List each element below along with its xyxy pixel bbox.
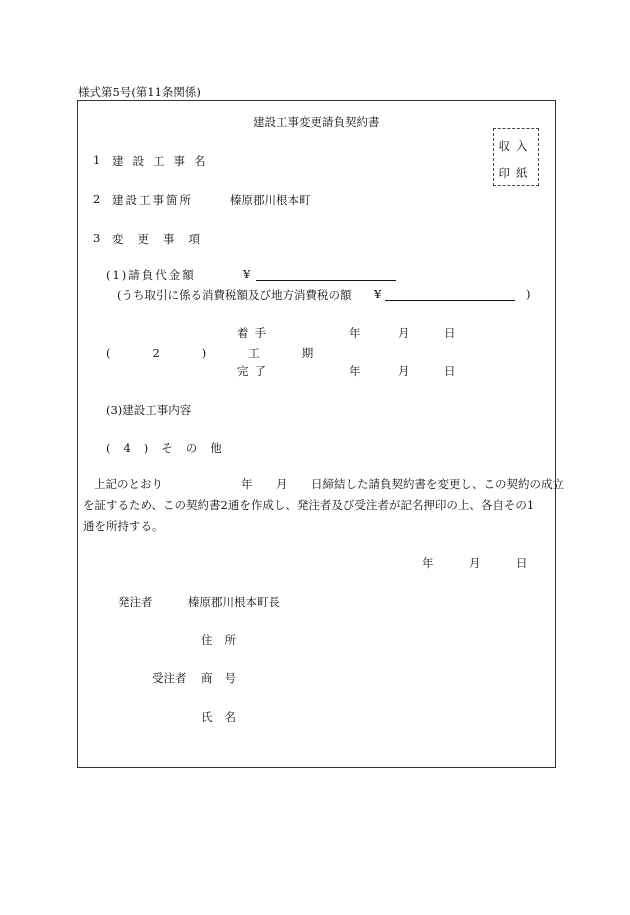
- contractor-label: 受注者: [152, 671, 187, 685]
- body-line1-start: 上記のとおり: [94, 477, 163, 491]
- item3-label: 変更事項: [112, 232, 214, 246]
- period-label: (2)工期: [106, 346, 356, 360]
- item2-value: 榛原郡川根本町: [230, 193, 311, 207]
- body-line1-year: 年: [241, 477, 253, 491]
- item2-number: 2: [93, 192, 101, 206]
- item3-number: 3: [93, 231, 101, 245]
- tax-label: (うち取引に係る消費税額及び地方消費税の額: [117, 288, 352, 302]
- period-start-label: 着手: [237, 326, 272, 340]
- orderer-name: 榛原郡川根本町長: [188, 595, 280, 609]
- contractor-address-label: 住所: [201, 633, 248, 647]
- body-line1-rest: 日締結した請負契約書を変更し、この契約の成立: [311, 477, 564, 491]
- body-line1-month: 月: [276, 477, 288, 491]
- body-line2: を証するため、この契約書2通を作成し、発注者及び受注者が記名押印の上、各自その1: [83, 498, 535, 512]
- period-start-day: 日: [444, 326, 456, 340]
- item2-label: 建設工事箇所: [112, 193, 193, 207]
- contractor-name-label: 氏名: [201, 710, 248, 724]
- contract-date-year: 年: [422, 556, 434, 570]
- contract-date-month: 月: [469, 556, 481, 570]
- document-title: 建設工事変更請負契約書: [253, 115, 380, 129]
- body-line3: 通を所持する。: [83, 519, 164, 533]
- stamp-label-bottom: 印紙: [498, 166, 534, 180]
- contractor-trade-name-label: 商号: [201, 671, 248, 685]
- form-number: 様式第5号(第11条関係): [78, 85, 201, 99]
- revenue-stamp-box: [493, 128, 539, 186]
- item1-label: 建設工事名: [112, 154, 215, 168]
- tax-amount-line: [385, 289, 515, 301]
- construction-content-label: (3)建設工事内容: [106, 403, 192, 417]
- contract-date-day: 日: [516, 556, 528, 570]
- tax-close-paren: ): [526, 287, 531, 301]
- orderer-label: 発注者: [118, 595, 153, 609]
- period-end-day: 日: [444, 364, 456, 378]
- contract-amount-line: [256, 269, 396, 281]
- period-start-year: 年: [349, 326, 361, 340]
- period-end-year: 年: [349, 364, 361, 378]
- tax-yen: ¥: [374, 287, 382, 301]
- period-start-month: 月: [398, 326, 410, 340]
- contract-amount-yen: ¥: [243, 267, 251, 281]
- contract-amount-label: (1)請負代金額: [106, 268, 196, 282]
- period-end-label: 完了: [237, 364, 272, 378]
- period-end-month: 月: [398, 364, 410, 378]
- stamp-label-top: 収入: [498, 139, 534, 153]
- other-label: (4)その他: [106, 441, 235, 455]
- item1-number: 1: [93, 153, 101, 167]
